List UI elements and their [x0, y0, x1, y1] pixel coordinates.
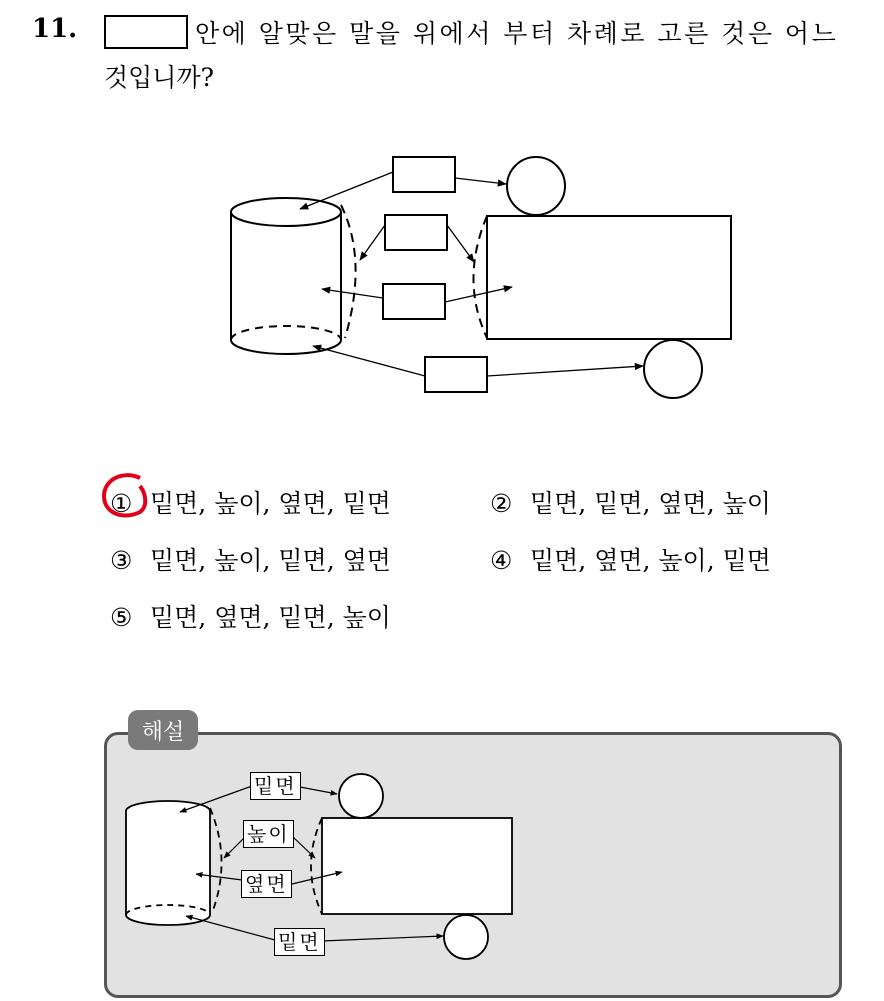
explanation-top-circle: [339, 774, 383, 818]
choice-2[interactable]: ② 밑면, 밑면, 옆면, 높이: [490, 489, 771, 518]
explanation-tag: 해설: [128, 710, 198, 750]
question-text-line2: 것입니까?: [104, 63, 215, 92]
question-text-line1: 안에 알맞은 말을 위에서 부터 차례로 고른 것은 어느: [195, 19, 839, 48]
explanation-cylinder: [126, 801, 210, 925]
choice-3[interactable]: ③ 밑면, 높이, 밑면, 옆면: [110, 546, 391, 575]
question-number: 11.: [32, 14, 78, 44]
explanation-rectangle: [322, 818, 512, 914]
choice-4[interactable]: ④ 밑면, 옆면, 높이, 밑면: [490, 546, 771, 575]
explanation-label-4: 밑면: [274, 928, 325, 956]
choice-1[interactable]: ① 밑면, 높이, 옆면, 밑면: [110, 489, 391, 518]
explanation-label-2: 높이: [243, 820, 294, 848]
explanation-label-3: 옆면: [241, 870, 292, 898]
explanation-bottom-circle: [444, 915, 488, 959]
explanation-label-1: 밑면: [250, 772, 301, 800]
choice-5[interactable]: ⑤ 밑면, 옆면, 밑면, 높이: [110, 603, 391, 632]
